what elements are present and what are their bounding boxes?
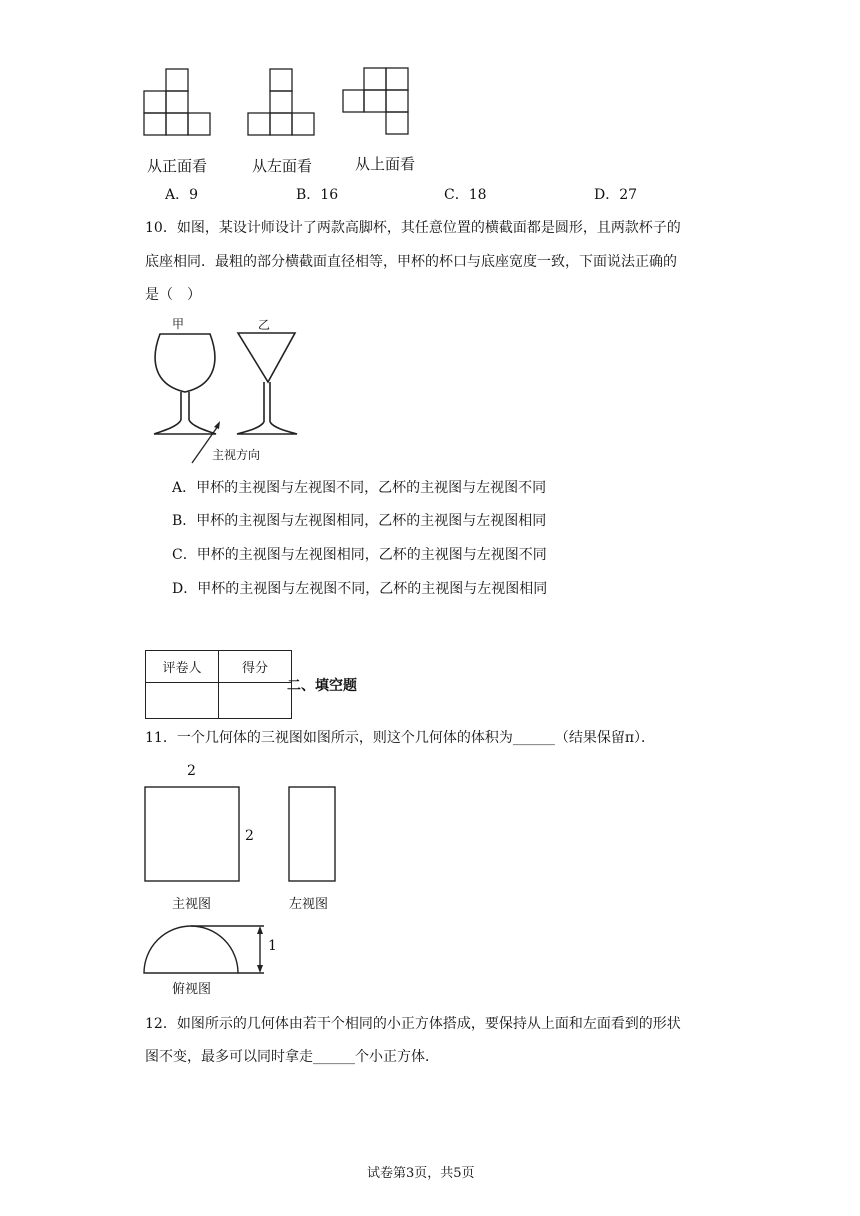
q11-stem: 11．一个几何体的三视图如图所示，则这个几何体的体积为______（结果保留π）． (145, 730, 656, 746)
page-footer: 试卷第3页，共5页 (367, 1166, 475, 1181)
grader-score-cell[interactable] (219, 683, 292, 719)
q11-dim-right: 2 (245, 828, 254, 844)
grader-header-score: 得分 (219, 651, 292, 683)
q9-option-b: B．16 (296, 187, 339, 203)
q9-option-a: A．9 (165, 187, 199, 203)
goblet-jia-label: 甲 (172, 317, 185, 331)
q11-top-view-semicircle (142, 920, 282, 980)
q10-stem-line2: 底座相同．最粗的部分横截面直径相等，甲杯的杯口与底座宽度一致，下面说法正确的 (145, 254, 677, 270)
q11-front-view-label: 主视图 (172, 897, 212, 912)
view-direction-label: 主视方向 (212, 448, 261, 462)
q10-option-a: A．甲杯的主视图与左视图不同，乙杯的主视图与左视图不同 (172, 480, 547, 496)
q9-option-d: D．27 (594, 187, 638, 203)
q11-left-view-label: 左视图 (289, 897, 329, 912)
q10-stem-line3: 是（ ） (145, 287, 201, 303)
q9-front-view-label: 从正面看 (147, 157, 208, 175)
front-view-grid (144, 66, 214, 136)
q9-option-c: C．18 (444, 187, 487, 203)
q11-dim-top: 2 (187, 763, 196, 779)
q10-stem-line1: 10．如图，某设计师设计了两款高脚杯，其任意位置的横截面都是圆形，且两款杯子的 (145, 220, 681, 236)
q11-dim-height: 1 (268, 938, 277, 954)
q10-option-b: B．甲杯的主视图与左视图相同，乙杯的主视图与左视图相同 (172, 513, 547, 529)
q12-stem-line2: 图不变，最多可以同时拿走______个小正方体． (145, 1049, 439, 1065)
left-view-grid (248, 66, 318, 136)
grader-header-reviewer: 评卷人 (146, 651, 219, 683)
q9-left-view-label: 从左面看 (252, 157, 313, 175)
grader-reviewer-cell[interactable] (146, 683, 219, 719)
q10-option-d: D．甲杯的主视图与左视图不同，乙杯的主视图与左视图相同 (172, 581, 548, 597)
q9-top-view-label: 从上面看 (355, 155, 416, 173)
goblet-yi-label: 乙 (258, 318, 271, 332)
q10-option-c: C．甲杯的主视图与左视图相同，乙杯的主视图与左视图不同 (172, 547, 547, 563)
q11-top-view-label: 俯视图 (172, 982, 212, 997)
goblet-figure (140, 330, 300, 460)
top-view-grid (343, 66, 413, 136)
q11-left-view-rect (288, 786, 338, 886)
q11-front-view-square (144, 786, 244, 886)
q12-stem-line1: 12．如图所示的几何体由若干个相同的小正方体搭成，要保持从上面和左面看到的形状 (145, 1016, 681, 1032)
section-title-fill-in: 二、填空题 (287, 678, 357, 694)
grader-table (145, 650, 292, 719)
